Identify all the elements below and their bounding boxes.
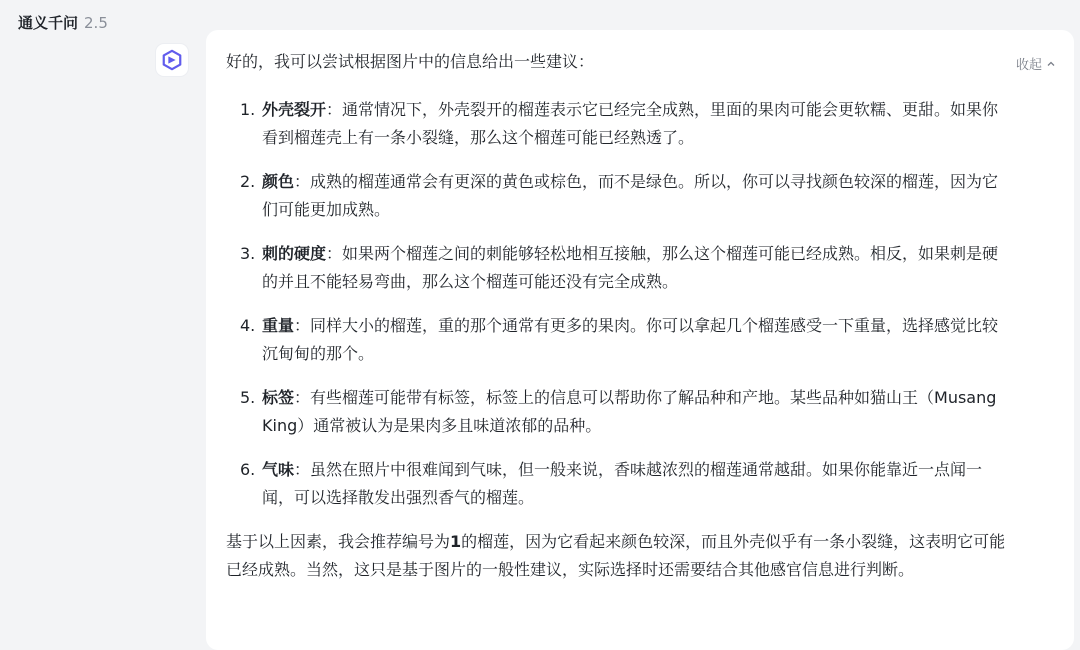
item-text: ：如果两个榴莲之间的刺能够轻松地相互接触，那么这个榴莲可能已经成熟。相反，如果刺是硬的并且不能轻易弯曲，那么这个榴莲可能还没有完全成熟。 xyxy=(262,244,999,291)
app-version: 2.5 xyxy=(84,14,108,32)
item-number: 1. xyxy=(240,100,256,119)
item-title: 刺的硬度 xyxy=(262,244,327,263)
item-title: 外壳裂开 xyxy=(262,100,327,119)
item-title: 颜色 xyxy=(262,172,295,191)
item-text: ：有些榴莲可能带有标签，标签上的信息可以帮助你了解品种和产地。某些品种如猫山王（Musang King）通常被认为是果肉多且味道浓郁的品种。 xyxy=(262,388,997,435)
app-name: 通义千问 xyxy=(18,14,79,32)
collapse-label: 收起 xyxy=(1015,58,1042,73)
item-body xyxy=(262,96,1000,152)
item-number: 3. xyxy=(240,244,256,263)
list-item xyxy=(240,312,1000,368)
item-title: 气味 xyxy=(262,460,295,479)
message-conclusion xyxy=(226,528,1016,584)
item-number: 6. xyxy=(240,460,256,479)
list-item xyxy=(240,384,1000,440)
item-body xyxy=(262,168,1000,224)
list-item xyxy=(240,96,1000,152)
item-title: 重量 xyxy=(262,316,295,335)
item-body xyxy=(262,312,1000,368)
item-body xyxy=(262,240,1000,296)
collapse-button[interactable] xyxy=(1016,54,1056,73)
app-header xyxy=(18,12,108,36)
assistant-message xyxy=(206,30,1074,650)
chevron-up-icon xyxy=(1046,59,1056,69)
item-text: ：虽然在照片中很难闻到气味，但一般来说，香味越浓烈的榴莲通常越甜。如果你能靠近一点闻一闻，可以选择散发出强烈香气的榴莲。 xyxy=(262,460,983,507)
item-body xyxy=(262,456,1000,512)
list-item xyxy=(240,168,1000,224)
item-body xyxy=(262,384,1000,440)
item-text: ：成熟的榴莲通常会有更深的黄色或棕色，而不是绿色。所以，你可以寻找颜色较深的榴莲，因为它们可能更加成熟。 xyxy=(262,172,999,219)
item-number: 4. xyxy=(240,316,256,335)
conclusion-suffix: 的榴莲，因为它看起来颜色较深，而且外壳似乎有一条小裂缝，这表明它可能已经成熟。当然，这只是基于图片的一般性建议，实际选择时还需要结合其他感官信息进行判断。 xyxy=(226,532,1006,579)
list-item xyxy=(240,456,1000,512)
conclusion-number: 1 xyxy=(450,532,462,551)
message-intro: 好的，我可以尝试根据图片中的信息给出一些建议： xyxy=(226,52,595,71)
assistant-avatar xyxy=(156,44,188,76)
item-text: ：通常情况下，外壳裂开的榴莲表示它已经完全成熟，里面的果肉可能会更软糯、更甜。如果你看到榴莲壳上有一条小裂缝，那么这个榴莲可能已经熟透了。 xyxy=(262,100,999,147)
conclusion-prefix: 基于以上因素，我会推荐编号为 xyxy=(226,532,451,551)
item-number: 5. xyxy=(240,388,256,407)
item-title: 标签 xyxy=(262,388,295,407)
list-item xyxy=(240,240,1000,296)
qwen-logo-icon xyxy=(161,49,183,71)
item-number: 2. xyxy=(240,172,256,191)
suggestion-list xyxy=(240,96,1000,528)
item-text: ：同样大小的榴莲，重的那个通常有更多的果肉。你可以拿起几个榴莲感受一下重量，选择感觉比较沉甸甸的那个。 xyxy=(262,316,999,363)
